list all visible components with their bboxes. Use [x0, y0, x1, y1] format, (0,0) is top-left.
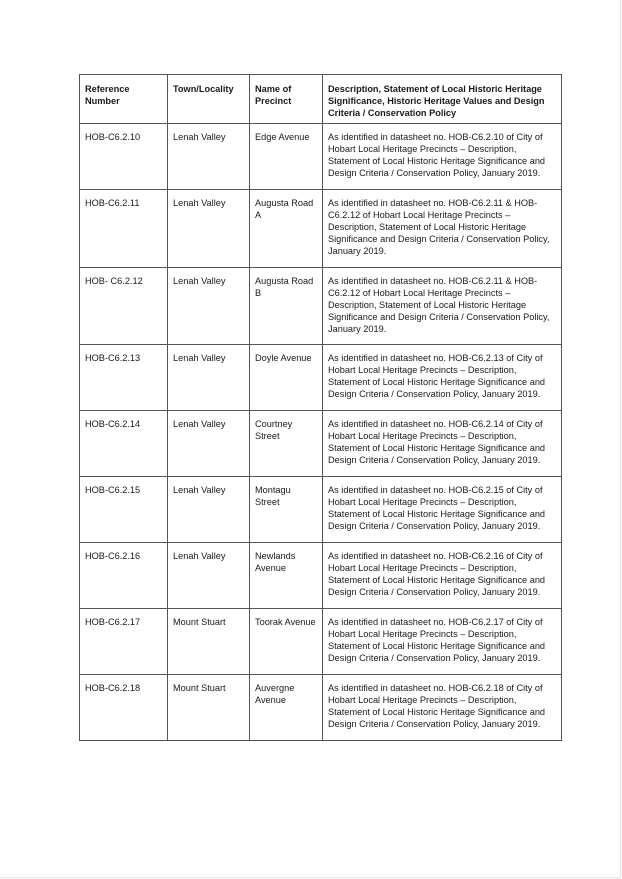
reference-cell: HOB-C6.2.13	[80, 345, 168, 411]
table-row	[80, 190, 562, 268]
table-row	[80, 345, 562, 411]
locality-cell: Mount Stuart	[168, 675, 250, 741]
reference-cell: HOB-C6.2.15	[80, 477, 168, 543]
header-name-of-precinct: Name of Precinct	[250, 75, 323, 124]
precinct-cell: Edge Avenue	[250, 124, 323, 190]
description-cell: As identified in datasheet no. HOB-C6.2.16 of City of Hobart Local Heritage Precincts – Description, Statement of Local Historic Heritage Significance and Design Criteria / Conservation Policy, January 2019.	[323, 543, 562, 609]
precinct-cell: Augusta Road B	[250, 268, 323, 345]
locality-cell: Lenah Valley	[168, 345, 250, 411]
table-row	[80, 675, 562, 741]
precinct-cell: Auvergne Avenue	[250, 675, 323, 741]
locality-cell: Lenah Valley	[168, 411, 250, 477]
locality-cell: Mount Stuart	[168, 609, 250, 675]
locality-cell: Lenah Valley	[168, 543, 250, 609]
reference-cell: HOB-C6.2.14	[80, 411, 168, 477]
locality-cell: Lenah Valley	[168, 190, 250, 268]
precinct-cell: Doyle Avenue	[250, 345, 323, 411]
table-header	[80, 75, 562, 124]
header-town-locality: Town/Locality	[168, 75, 250, 124]
precinct-cell: Courtney Street	[250, 411, 323, 477]
locality-cell: Lenah Valley	[168, 268, 250, 345]
description-cell: As identified in datasheet no. HOB-C6.2.18 of City of Hobart Local Heritage Precincts – Description, Statement of Local Historic Heritage Significance and Design Criteria / Conservation Policy, January 2019.	[323, 675, 562, 741]
precinct-cell: Montagu Street	[250, 477, 323, 543]
description-cell: As identified in datasheet no. HOB-C6.2.13 of City of Hobart Local Heritage Precincts – Description, Statement of Local Historic Heritage Significance and Design Criteria / Conservation Policy, January 2019.	[323, 345, 562, 411]
table-row	[80, 268, 562, 345]
description-cell: As identified in datasheet no. HOB-C6.2.11 & HOB-C6.2.12 of Hobart Local Heritage Precincts – Description, Statement of Local Historic Heritage Significance and Design Criteria / Conservation Policy, January 2019.	[323, 190, 562, 268]
reference-cell: HOB-C6.2.18	[80, 675, 168, 741]
reference-cell: HOB-C6.2.17	[80, 609, 168, 675]
reference-cell: HOB-C6.2.10	[80, 124, 168, 190]
description-cell: As identified in datasheet no. HOB-C6.2.11 & HOB-C6.2.12 of Hobart Local Heritage Precincts – Description, Statement of Local Historic Heritage Significance and Design Criteria / Conservation Policy, January 2019.	[323, 268, 562, 345]
table-row	[80, 411, 562, 477]
header-description: Description, Statement of Local Historic Heritage Significance, Historic Heritage Values and Design Criteria / Conservation Policy	[323, 75, 562, 124]
reference-cell: HOB-C6.2.16	[80, 543, 168, 609]
reference-cell: HOB- C6.2.12	[80, 268, 168, 345]
table-row	[80, 124, 562, 190]
locality-cell: Lenah Valley	[168, 124, 250, 190]
reference-cell: HOB-C6.2.11	[80, 190, 168, 268]
precinct-cell: Augusta Road A	[250, 190, 323, 268]
header-reference-number: Reference Number	[80, 75, 168, 124]
header-row	[80, 75, 562, 124]
locality-cell: Lenah Valley	[168, 477, 250, 543]
precinct-cell: Toorak Avenue	[250, 609, 323, 675]
table-row	[80, 543, 562, 609]
description-cell: As identified in datasheet no. HOB-C6.2.10 of City of Hobart Local Heritage Precincts – Description, Statement of Local Historic Heritage Significance and Design Criteria / Conservation Policy, January 2019.	[323, 124, 562, 190]
description-cell: As identified in datasheet no. HOB-C6.2.14 of City of Hobart Local Heritage Precincts – Description, Statement of Local Historic Heritage Significance and Design Criteria / Conservation Policy, January 2019.	[323, 411, 562, 477]
table-body	[80, 124, 562, 741]
table-row	[80, 477, 562, 543]
precinct-cell: Newlands Avenue	[250, 543, 323, 609]
table-row	[80, 609, 562, 675]
description-cell: As identified in datasheet no. HOB-C6.2.15 of City of Hobart Local Heritage Precincts – Description, Statement of Local Historic Heritage Significance and Design Criteria / Conservation Policy, January 2019.	[323, 477, 562, 543]
description-cell: As identified in datasheet no. HOB-C6.2.17 of City of Hobart Local Heritage Precincts – Description, Statement of Local Historic Heritage Significance and Design Criteria / Conservation Policy, January 2019.	[323, 609, 562, 675]
heritage-precincts-table	[79, 74, 562, 741]
